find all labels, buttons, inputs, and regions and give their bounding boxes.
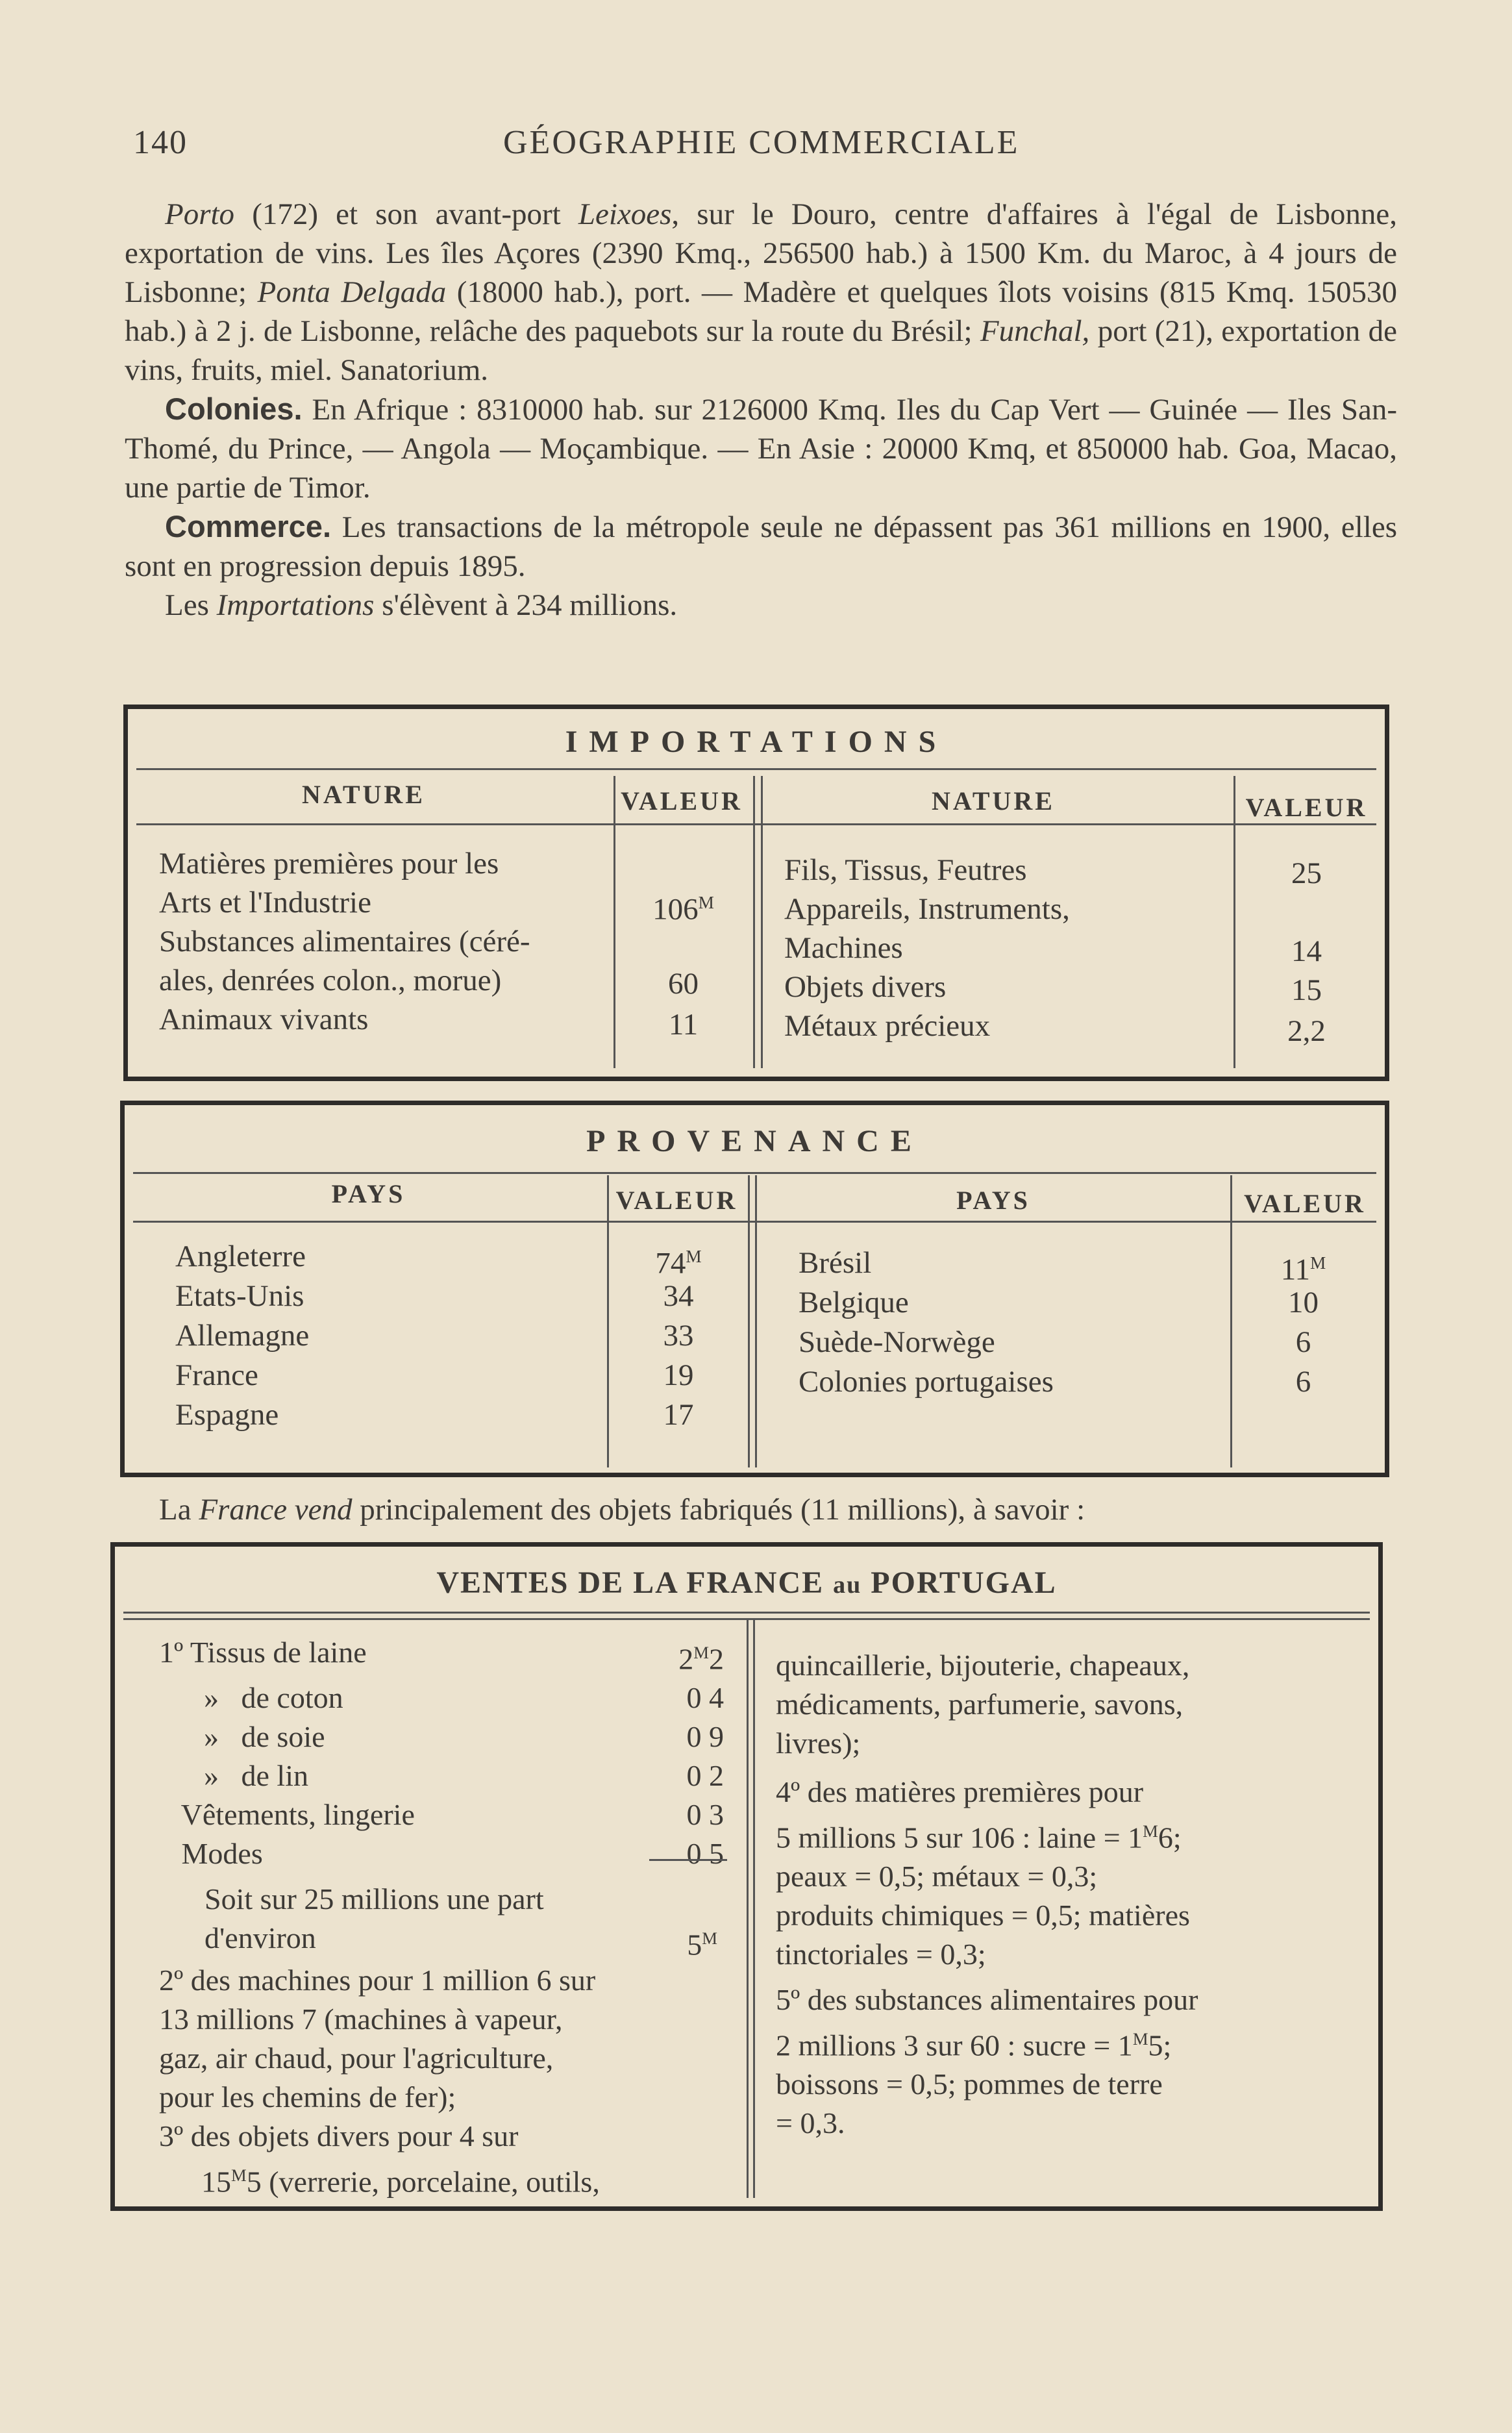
sum-rule xyxy=(649,1859,727,1861)
ventes-right-4 xyxy=(776,1773,1360,1974)
value-number: 34 xyxy=(663,1279,694,1313)
value-number: 11 xyxy=(1280,1253,1311,1287)
importations-title: IMPORTATIONS xyxy=(565,725,948,759)
porto-rest: , sur le Douro, centre d'affaires à l'égal de Lisbonne, exportation de vins. Les îles Açores (2390 Kmq., 256500 hab.) à 1500 Km. du Maroc, à 4 jours de Lisbonne; xyxy=(125,197,1397,309)
last-line-number: 15 xyxy=(201,2165,231,2199)
ventes-label: Vêtements, lingerie xyxy=(159,1798,415,1832)
provenance-country: Allemagne xyxy=(175,1319,310,1353)
value-number: 0 4 xyxy=(686,1681,724,1715)
porto-pop: (172) et son avant-port xyxy=(234,197,578,231)
ventes-title-a: VENTES DE LA FRANCE xyxy=(436,1566,834,1600)
rule xyxy=(133,1172,1376,1174)
ponta-rest: (18000 hab.), port. — Madère et quelques îlots voisins (815 Kmq. 150530 hab.) à 2 j. de Lisbonne, relâche des paquebots sur la route du Brésil; xyxy=(125,275,1397,348)
ventes-right-5 xyxy=(776,1980,1360,2143)
running-title: GÉOGRAPHIE COMMERCIALE xyxy=(503,124,1020,161)
right-5-a: 5º des substances alimentaires pour 2 millions 3 sur 60 : sucre = 1 xyxy=(776,1983,1198,2062)
provenance-country: France xyxy=(175,1358,258,1392)
ventes-row xyxy=(159,1678,730,1717)
ponta-name: Ponta Delgada xyxy=(257,275,447,309)
soit-unit: M xyxy=(702,1928,717,1948)
commerce-paragraph xyxy=(125,507,1397,586)
ventes-label: » de soie xyxy=(159,1720,325,1754)
provenance-title: PROVENANCE xyxy=(586,1124,923,1158)
rule xyxy=(136,823,1376,825)
ventes-title-au: au xyxy=(833,1571,862,1599)
provenance-country: Espagne xyxy=(175,1398,279,1432)
provenance-value xyxy=(607,1277,750,1316)
commerce-text: Les transactions de la métropole seule ne dépassent pas 361 millions en 1900, elles sont en progression depuis 1895. xyxy=(125,510,1397,583)
header-pays-right: PAYS xyxy=(956,1186,1030,1215)
importations-value xyxy=(613,883,753,929)
france-pre: La xyxy=(159,1493,199,1527)
ventes-row xyxy=(159,1795,730,1834)
imports-pre: Les xyxy=(165,588,217,622)
header-valeur-right: VALEUR xyxy=(1244,1189,1366,1218)
header-nature-left: NATURE xyxy=(302,780,425,809)
france-line xyxy=(159,1490,1393,1529)
right-5-unit: M xyxy=(1132,2029,1148,2049)
rule xyxy=(1233,776,1235,1068)
value-unit: M xyxy=(693,1643,709,1662)
value-number: 6 xyxy=(1295,1325,1311,1359)
value-unit: M xyxy=(698,893,714,912)
header-nature-right: NATURE xyxy=(932,786,1055,816)
ventes-row xyxy=(159,1633,730,1678)
value-number: 0 9 xyxy=(686,1720,724,1754)
provenance-value xyxy=(1230,1362,1376,1401)
colonies-label: Colonies. xyxy=(165,392,303,426)
value-unit: M xyxy=(686,1247,702,1266)
ventes-label: Modes xyxy=(159,1837,263,1871)
value-number: 106 xyxy=(652,892,699,927)
importations-paragraph xyxy=(125,586,1397,625)
rule xyxy=(753,776,755,1068)
intro-text xyxy=(125,195,1397,625)
soit-label: Soit sur 25 millions une part d'environ xyxy=(204,1882,544,1954)
header-valeur-left: VALEUR xyxy=(615,1186,738,1215)
importations-right-natures: Fils, Tissus, Feutres Appareils, Instruments, Machines Objets divers Métaux précieux xyxy=(784,853,1070,1043)
funchal-rest: port (21), exportation de vins, fruits, miel. Sanatorium. xyxy=(125,314,1398,387)
last-line-rest: (verrerie, porcelaine, outils, xyxy=(261,2165,600,2199)
provenance-country: Angleterre xyxy=(175,1240,306,1273)
importations-value: 2,2 xyxy=(1287,1014,1326,1048)
provenance-country: Brésil xyxy=(799,1246,872,1280)
soit-value xyxy=(687,1919,717,1964)
value-number-2: 2 xyxy=(709,1642,724,1676)
rule xyxy=(747,1620,749,2198)
importations-value: 11 xyxy=(668,1008,699,1042)
france-post: principalement des objets fabriqués (11 millions), à savoir : xyxy=(352,1493,1085,1527)
rule xyxy=(753,1620,755,2198)
header-pays-left: PAYS xyxy=(331,1179,406,1208)
ventes-value xyxy=(687,1756,731,1795)
ventes-title xyxy=(110,1565,1383,1601)
importations-value: 14 xyxy=(1291,934,1322,968)
right-5-b: 5; boissons = 0,5; pommes de terre = 0,3. xyxy=(776,2028,1172,2140)
right-4-a: 4º des matières premières pour 5 millions 5 sur 106 : laine = 1 xyxy=(776,1775,1144,1854)
funchal-name: Funchal, xyxy=(980,314,1090,348)
ventes-row xyxy=(159,1756,730,1795)
ventes-value xyxy=(687,1678,731,1717)
ventes-label: » de lin xyxy=(159,1759,308,1793)
leixoes-name: Leixoes xyxy=(578,197,672,231)
ventes-label: 1º Tissus de laine xyxy=(159,1636,367,1669)
ventes-soit xyxy=(204,1880,730,1962)
provenance-value xyxy=(607,1356,750,1395)
rule xyxy=(755,1175,757,1467)
value-number: 0 3 xyxy=(686,1798,724,1832)
commerce-label: Commerce. xyxy=(165,509,331,543)
soit-number: 5 xyxy=(687,1928,702,1962)
ventes-label: » de coton xyxy=(159,1681,343,1715)
porto-paragraph xyxy=(125,195,1397,390)
header-valeur-left: VALEUR xyxy=(621,786,743,816)
importations-value: 25 xyxy=(1291,856,1322,890)
ventes-value xyxy=(687,1795,731,1834)
provenance-country: Etats-Unis xyxy=(175,1279,304,1313)
provenance-value xyxy=(607,1316,750,1355)
colonies-text: En Afrique : 8310000 hab. sur 2126000 Kmq. Iles du Cap Vert — Guinée — Iles San-Thomé, du Prince, — Angola — Moçambique. — En Asie : 20000 Kmq, et 850000 hab. Goa, Macao, une partie de Timor. xyxy=(125,393,1397,505)
colonies-paragraph xyxy=(125,390,1397,507)
page-number: 140 xyxy=(133,124,188,161)
rule xyxy=(136,768,1376,770)
value-number: 0 5 xyxy=(686,1837,724,1871)
value-unit: M xyxy=(1310,1253,1326,1273)
rule xyxy=(123,1612,1370,1614)
last-line-unit: M xyxy=(231,2165,247,2185)
provenance-country: Suède-Norwège xyxy=(799,1325,995,1359)
right-4-b: 6; peaux = 0,5; métaux = 0,3; produits chimiques = 0,5; matières tinctoriales = 0,3; xyxy=(776,1821,1190,1971)
ventes-value xyxy=(678,1633,730,1678)
ventes-row xyxy=(159,1717,730,1756)
imports-word: Importations xyxy=(216,588,375,622)
last-line-number-2: 5 xyxy=(246,2165,262,2199)
value-number: 6 xyxy=(1295,1365,1311,1399)
value-number: 74 xyxy=(655,1246,686,1280)
provenance-value xyxy=(1230,1323,1376,1362)
ventes-row xyxy=(159,1834,730,1873)
rule xyxy=(761,776,763,1068)
ventes-last-line xyxy=(201,2156,730,2201)
value-number: 0 2 xyxy=(686,1759,724,1793)
ventes-value xyxy=(687,1717,731,1756)
value-number: 2 xyxy=(678,1642,694,1676)
provenance-value xyxy=(1230,1283,1376,1322)
ventes-left-tail: 2º des machines pour 1 million 6 sur 13 millions 7 (machines à vapeur, gaz, air chaud, pour l'agriculture, pour les chemins de fer); 3º des objets divers pour 4 sur xyxy=(159,1964,596,2152)
value-number: 17 xyxy=(663,1398,694,1432)
value-number: 10 xyxy=(1288,1286,1319,1319)
france-italic: France vend xyxy=(199,1493,353,1527)
importations-value: 60 xyxy=(668,967,699,1001)
provenance-country: Belgique xyxy=(799,1286,909,1319)
ventes-rows xyxy=(159,1633,730,1873)
value-number: 33 xyxy=(663,1319,694,1353)
ventes-right-1: quincaillerie, bijouterie, chapeaux, médicaments, parfumerie, savons, livres); xyxy=(776,1649,1190,1760)
right-4-unit: M xyxy=(1143,1821,1158,1841)
importations-left-natures: Matières premières pour les Arts et l'Industrie Substances alimentaires (céré- ales, denrées colon., morue) Animaux vivants xyxy=(159,847,530,1036)
ventes-value xyxy=(687,1834,731,1873)
provenance-country: Colonies portugaises xyxy=(799,1365,1054,1399)
porto-name: Porto xyxy=(165,197,235,231)
provenance-value xyxy=(607,1395,750,1434)
value-number: 19 xyxy=(663,1358,694,1392)
imports-post: s'élèvent à 234 millions. xyxy=(374,588,678,622)
importations-value: 15 xyxy=(1291,973,1322,1007)
header-valeur-right: VALEUR xyxy=(1245,793,1368,822)
ventes-title-b: PORTUGAL xyxy=(861,1566,1057,1600)
